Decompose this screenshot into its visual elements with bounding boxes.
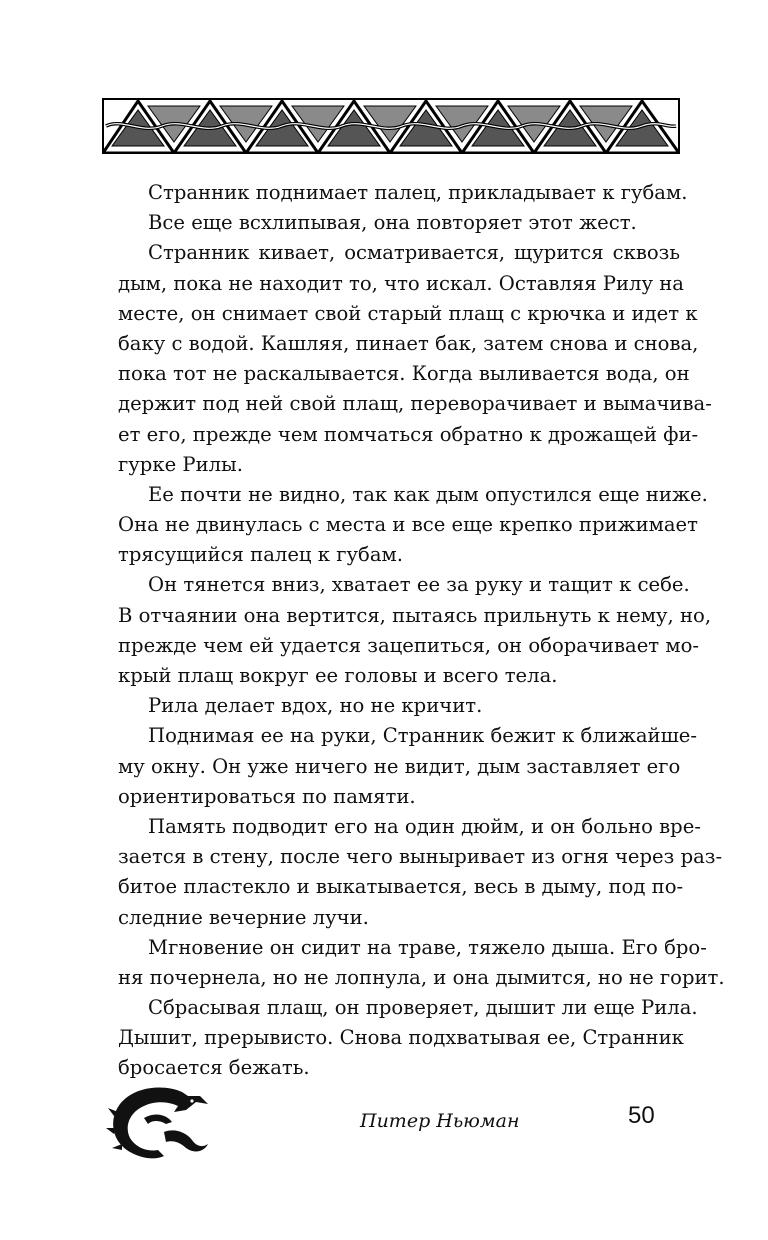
text-line: пока тот не раскалывается. Когда выливается вода, он <box>118 362 690 386</box>
paragraph <box>118 480 708 571</box>
text-line: дым, пока не находит то, что искал. Оставляя Рилу на <box>118 271 684 295</box>
paragraph <box>118 570 712 691</box>
text-line: прежде чем ей удается зацепиться, он оборачивает мо- <box>118 633 700 657</box>
paragraph <box>118 812 723 933</box>
text-line: В отчаянии она вертится, пытаясь прильнуть к нему, но, <box>118 603 712 627</box>
author-name: Питер Ньюман <box>360 1110 520 1132</box>
text-line: ня почернела, но не лопнула, и она дымится, но не горит. <box>118 965 725 989</box>
text-line: Все еще всхлипывая, она повторяет этот жест. <box>148 211 637 235</box>
text-line: Дышит, прерывисто. Снова подхватывая ее, Странник <box>118 1026 684 1050</box>
paragraph <box>118 721 698 812</box>
paragraph <box>118 691 680 721</box>
text-line: месте, он снимает свой старый плащ с крючка и идет к <box>118 301 698 325</box>
text-line: Память подводит его на один дюйм, и он больно вре- <box>148 814 701 838</box>
page-number: 50 <box>628 1102 655 1129</box>
text-line: Мгновение он сидит на траве, тяжело дыша. Его бро- <box>148 935 707 959</box>
text-line: битое пластекло и выкатывается, весь в дыму, под по- <box>118 875 684 899</box>
text-line: Странник поднимает палец, прикладывает к губам. <box>148 181 688 204</box>
paragraph <box>118 933 725 993</box>
text-line: Рила делает вдох, но не кричит. <box>148 694 483 718</box>
text-line: крый плащ вокруг ее головы и всего тела. <box>118 664 558 687</box>
text-line: Странник кивает, осматривается, щурится сквозь <box>148 241 680 265</box>
paragraph <box>118 178 688 208</box>
text-line: гурке Рилы. <box>118 452 243 476</box>
paragraph <box>118 238 712 480</box>
page-footer <box>0 1080 768 1170</box>
text-line: Она не двинулась с места и все еще крепко прижимает <box>118 513 698 537</box>
dragon-icon <box>104 1082 212 1164</box>
paragraph <box>118 993 698 1084</box>
paragraph <box>118 208 680 238</box>
text-line: держит под ней свой плащ, переворачивает и вымачива- <box>118 392 712 416</box>
text-line: Он тянется вниз, хватает ее за руку и тащит к себе. <box>148 573 690 597</box>
text-line: Сбрасывая плащ, он проверяет, дышит ли еще Рила. <box>148 996 698 1020</box>
text-line: ет его, прежде чем помчаться обратно к дрожащей фи- <box>118 422 699 446</box>
text-line: баку с водой. Кашляя, пинает бак, затем снова и снова, <box>118 331 699 355</box>
text-line: му окну. Он уже ничего не видит, дым заставляет его <box>118 754 681 778</box>
text-line: Поднимая ее на руки, Странник бежит к ближайше- <box>148 724 698 748</box>
text-line: следние вечерние лучи. <box>118 905 369 929</box>
text-line: бросается бежать. <box>118 1056 310 1080</box>
text-line: трясущийся палец к губам. <box>118 543 403 567</box>
chapter-text <box>118 178 725 1084</box>
text-line: ориентироваться по памяти. <box>118 784 416 808</box>
decorative-header-band <box>102 98 680 154</box>
text-line: зается в стену, после чего выныривает из огня через раз- <box>118 845 723 869</box>
text-line: Ее почти не видно, так как дым опустился еще ниже. <box>148 482 708 506</box>
